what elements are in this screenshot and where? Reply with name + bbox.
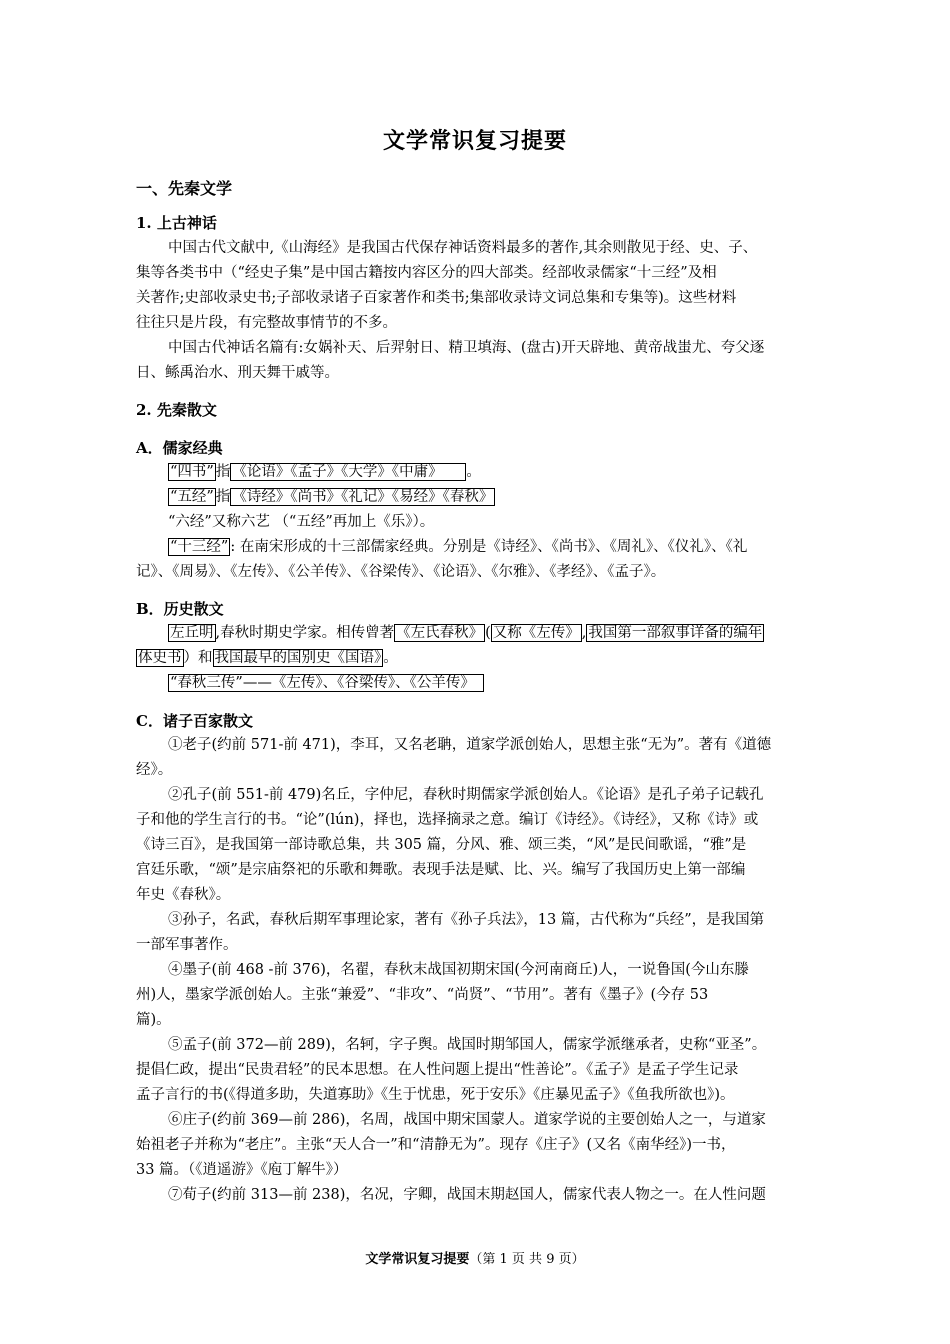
paragraph-line: 经》。 xyxy=(136,762,173,778)
subsection-heading: C．诸子百家散文 xyxy=(136,712,253,730)
text-run: : 在南宋形成的十三部儒家经典。分别是《诗经》、《尚书》、《周礼》、《仪礼》、《礼 xyxy=(230,539,748,555)
boxed-term: 体史书 xyxy=(138,650,182,666)
boxed-term: “五经” xyxy=(170,489,214,505)
paragraph-line: ④墨子(前 468 -前 376)，名翟，春秋末战国初期宋国(今河南商丘)人，一说鲁国(今山东滕 xyxy=(168,962,749,978)
paragraph-line: 日、鲧禹治水、刑天舞干戚等。 xyxy=(136,365,339,381)
paragraph-line: ⑥庄子(约前 369—前 286)，名周，战国中期宋国蒙人。道家学说的主要创始人之一，与道家 xyxy=(168,1112,766,1128)
page-number: （第 1 页 共 9 页） xyxy=(469,1252,585,1267)
subsection-heading: A．儒家经典 xyxy=(136,439,223,457)
paragraph-line: 《诗三百》，是我国第一部诗歌总集，共 305 篇，分风、雅、颂三类，“风”是民间歌谣，“雅”是 xyxy=(136,837,747,853)
text-run: , xyxy=(581,625,587,641)
paragraph-line: 中国古代神话名篇有:女娲补天、后羿射日、精卫填海、(盘古)开天辟地、黄帝战蚩尤、夸父逐 xyxy=(168,340,765,356)
page-footer xyxy=(0,1248,950,1267)
text-run: ,春秋时期史学家。相传曾著 xyxy=(215,625,395,641)
text-run: ）和 xyxy=(183,650,213,666)
page-title: 文学常识复习提要 xyxy=(382,128,567,154)
subsection-heading: 2. 先秦散文 xyxy=(136,401,217,419)
paragraph-line: 提倡仁政，提出“民贵君轻”的民本思想。在人性问题上提出“性善论”。《孟子》是孟子学生记录 xyxy=(136,1062,739,1078)
paragraph-line: 宫廷乐歌，“颂”是宗庙祭祀的乐歌和舞歌。表现手法是赋、比、兴。编写了我国历史上第一部编 xyxy=(136,862,746,878)
paragraph-line: 年史《春秋》。 xyxy=(136,887,231,903)
paragraph-line: 子和他的学生言行的书。“论”(lún)，择也，选择摘录之意。编订《诗经》。《诗经》，又称《诗》或 xyxy=(136,812,759,828)
four-books-line xyxy=(136,460,872,484)
subsection-heading: B．历史散文 xyxy=(136,600,224,618)
history-line xyxy=(136,621,872,645)
boxed-term: 《左氏春秋》 xyxy=(396,625,484,641)
paragraph-line: 33 篇。（《逍遥游》《庖丁解牛》） xyxy=(136,1162,348,1178)
paragraph-line: 中国古代文献中,《山海经》是我国古代保存神话资料最多的著作,其余则散见于经、史、子、 xyxy=(168,240,758,256)
five-classics-line xyxy=(136,485,872,509)
boxed-term: “春秋三传”——《左传》、《谷梁传》、《公羊传》 xyxy=(168,674,484,692)
boxed-term: 我国最早的国别史《国语》 xyxy=(214,650,382,666)
paragraph-line: ②孔子(前 551-前 479)名丘，字仲尼，春秋时期儒家学派创始人。《论语》是孔子弟子记载孔 xyxy=(168,787,764,803)
text-run: ( xyxy=(485,625,491,641)
boxed-term: 我国第一部叙事详备的编年 xyxy=(588,625,763,641)
text-run: 。 xyxy=(466,464,481,480)
boxed-term: 《论语》《孟子》《大学》《中庸》 xyxy=(230,463,466,481)
boxed-term: 又称《左传》 xyxy=(492,625,580,641)
text-run: 。 xyxy=(383,650,398,666)
subsection-heading: 1. 上古神话 xyxy=(136,214,217,232)
six-classics-line: “六经”又称六艺 （“五经”再加上《乐》）。 xyxy=(168,514,435,530)
paragraph-line: 始祖老子并称为“老庄”。主张“天人合一”和“清静无为”。现存《庄子》(又名《南华经》)一书， xyxy=(136,1137,736,1153)
paragraph-line: ⑤孟子(前 372—前 289)，名轲，字子舆。战国时期邹国人，儒家学派继承者，史称“亚圣”。 xyxy=(168,1037,767,1053)
paragraph-line: 记》、《周易》、《左传》、《公羊传》、《谷梁传》、《论语》、《尔雅》、《孝经》、《孟子》。 xyxy=(136,564,666,580)
paragraph-line: 往往只是片段，有完整故事情节的不多。 xyxy=(136,315,397,331)
history-line xyxy=(136,646,840,670)
paragraph-line: 关著作;史部收录史书;子部收录诸子百家著作和类书;集部收录诗文词总集和专集等)。这些材料 xyxy=(136,290,737,306)
paragraph-line: 一部军事著作。 xyxy=(136,937,238,953)
paragraph-line: 州)人，墨家学派创始人。主张“兼爱”、“非攻”、“尚贤”、“节用”。著有《墨子》(今存 53 xyxy=(136,987,709,1003)
paragraph-line: 孟子言行的书(《得道多助，失道寡助》《生于忧患，死于安乐》《庄暴见孟子》《鱼我所欲也》)。 xyxy=(136,1087,735,1103)
text-run: 指 xyxy=(215,489,231,505)
paragraph-line: ③孙子，名武，春秋后期军事理论家，著有《孙子兵法》，13 篇，古代称为“兵经”，是我国第 xyxy=(168,912,765,928)
boxed-term: “十三经” xyxy=(170,539,229,555)
thirteen-classics-line xyxy=(136,535,872,559)
boxed-term: 《诗经》《尚书》《礼记》《易经》《春秋》 xyxy=(232,489,494,505)
paragraph-line: 篇)。 xyxy=(136,1012,171,1028)
text-run: 指 xyxy=(215,464,231,480)
footer-title: 文学常识复习提要 xyxy=(365,1252,470,1267)
section-heading: 一、先秦文学 xyxy=(136,179,233,198)
paragraph-line: ①老子(约前 571-前 471)，李耳，又名老聃，道家学派创始人，思想主张“无为”。著有《道德 xyxy=(168,737,772,753)
three-commentaries-line xyxy=(136,671,872,695)
boxed-term: “四书” xyxy=(170,464,214,480)
boxed-term: 左丘明 xyxy=(170,625,214,641)
paragraph-line: 集等各类书中（“经史子集”是中国古籍按内容区分的四大部类。经部收录儒家“十三经”及相 xyxy=(136,265,717,281)
paragraph-line: ⑦荀子(约前 313—前 238)，名况，字卿，战国末期赵国人，儒家代表人物之一。在人性问题 xyxy=(168,1187,766,1203)
